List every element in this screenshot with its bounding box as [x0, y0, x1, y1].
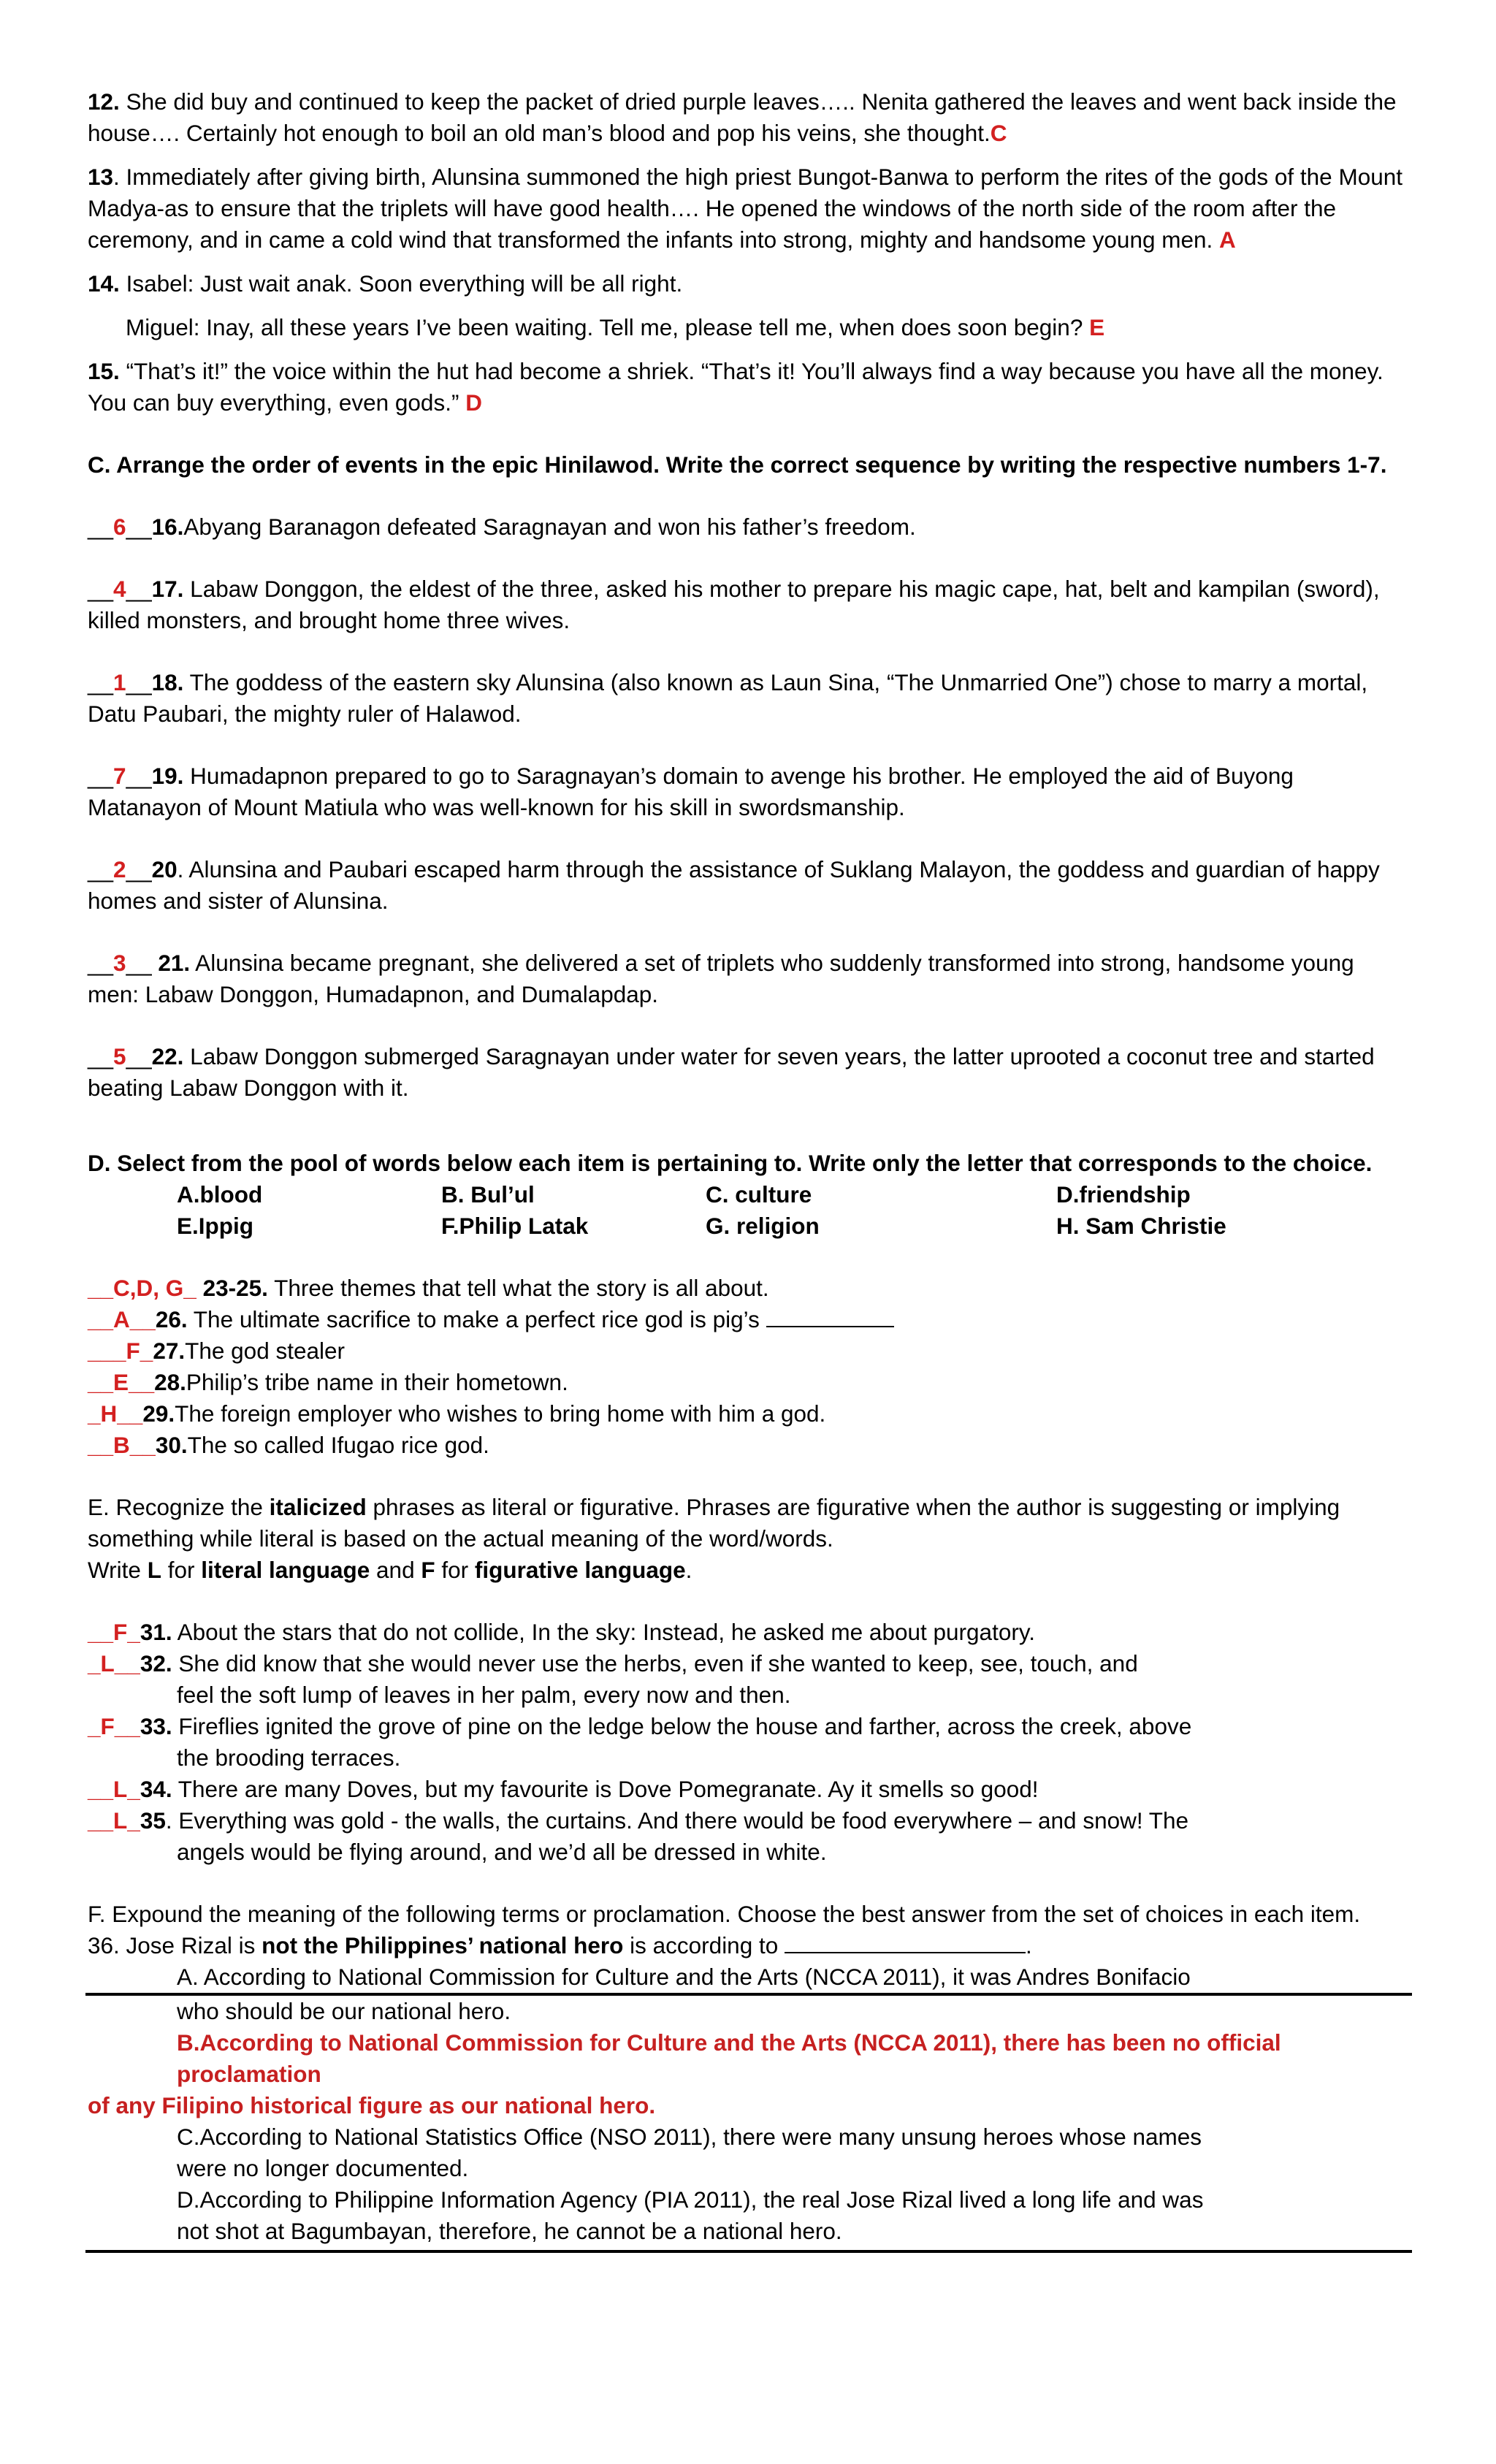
item-number: 19.	[151, 763, 184, 789]
item-number: 20	[151, 856, 178, 882]
answer-number: 6	[113, 514, 126, 540]
worksheet-page	[88, 86, 1408, 2253]
answer-letter: _L__	[88, 1650, 140, 1677]
item-number: 12.	[88, 88, 120, 115]
answer-blank: __	[126, 669, 152, 695]
option-b-line-1: B.According to National Commission for Culture and the Arts (NCCA 2011), there has been no official proclamation	[177, 2029, 1281, 2087]
item-28	[88, 1367, 1408, 1398]
instruction-text: for	[161, 1557, 202, 1583]
answer-blank: __	[126, 950, 159, 976]
instruction-emphasis: figurative language	[474, 1557, 686, 1583]
item-text: Miguel: Inay, all these years I’ve been waiting. Tell me, please tell me, when does soon begin?	[126, 314, 1090, 340]
option-b-line-2: of any Filipino historical figure as our national hero.	[88, 2092, 656, 2118]
answer-blank: __	[88, 1043, 114, 1069]
item-30	[88, 1430, 1408, 1461]
answer-letter: ___F_	[88, 1338, 153, 1364]
item-27	[88, 1335, 1408, 1367]
item-33-cont: the brooding terraces.	[177, 1744, 401, 1771]
intro-emphasis: italicized	[269, 1494, 367, 1520]
item-22	[88, 1041, 1408, 1104]
fill-in-line	[785, 1933, 1026, 1953]
item-number: 35	[140, 1807, 166, 1834]
choice-g: G. religion	[706, 1213, 820, 1239]
section-f-intro: F. Expound the meaning of the following terms or proclamation. Choose the best answer from the set of choices in each item.	[88, 1901, 1361, 1927]
item-text: The so called Ifugao rice god.	[187, 1432, 489, 1458]
answer-blank: __	[88, 950, 114, 976]
answer-letter: __L_	[88, 1807, 140, 1834]
option-d-line-1: D.According to Philippine Information Agency (PIA 2011), the real Jose Rizal lived a long life and was	[177, 2186, 1204, 2213]
instruction-emphasis: F	[421, 1557, 435, 1583]
divider-line	[85, 2250, 1412, 2253]
instruction-text: Write	[88, 1557, 148, 1583]
item-number: 26.	[155, 1306, 188, 1332]
section-e-items	[88, 1617, 1408, 1868]
item-17	[88, 573, 1408, 636]
item-36-question	[88, 1930, 1408, 1961]
item-text: She did know that she would never use the herbs, even if she wanted to keep, see, touch, and	[172, 1650, 1138, 1677]
item-text: There are many Doves, but my favourite is Dove Pomegranate. Ay it smells so good!	[172, 1776, 1039, 1802]
item-text: The god stealer	[185, 1338, 346, 1364]
answer-blank: __	[126, 514, 152, 540]
item-number: 31.	[140, 1619, 172, 1645]
question-text: 36. Jose Rizal is	[88, 1932, 262, 1958]
answer-number: 7	[113, 763, 126, 789]
answer-blank: __	[126, 1043, 152, 1069]
choice-h: H. Sam Christie	[1056, 1213, 1226, 1239]
item-32	[88, 1648, 1408, 1679]
item-26	[88, 1304, 1408, 1335]
answer-blank: __	[88, 856, 114, 882]
answer-letter: __B__	[88, 1432, 156, 1458]
item-text: Abyang Baranagon defeated Saragnayan and won his father’s freedom.	[183, 514, 916, 540]
option-a-line-2: who should be our national hero.	[177, 1998, 511, 2024]
choice-d: D.friendship	[1056, 1181, 1191, 1208]
instruction-emphasis: literal language	[201, 1557, 370, 1583]
answer-blank: __	[88, 514, 114, 540]
item-19	[88, 760, 1408, 823]
intro-text: E. Recognize the	[88, 1494, 270, 1520]
item-29	[88, 1398, 1408, 1430]
answer-blank: __	[88, 763, 114, 789]
item-text: Isabel: Just wait anak. Soon everything will be all right.	[126, 270, 683, 297]
section-b-items	[88, 86, 1408, 419]
answer-blank: __	[126, 576, 152, 602]
section-c-heading: C. Arrange the order of events in the epic Hinilawod. Write the correct sequence by writing the respective numbers 1-7.	[88, 451, 1387, 478]
item-number: 30.	[155, 1432, 188, 1458]
option-d-line-2: not shot at Bagumbayan, therefore, he cannot be a national hero.	[177, 2218, 842, 2244]
item-text: Labaw Donggon submerged Saragnayan under water for seven years, the latter uprooted a coconut tree and started beating Labaw Donggon with it.	[88, 1043, 1375, 1101]
answer-blank: __	[126, 763, 152, 789]
choice-c: C. culture	[706, 1181, 812, 1208]
item-text: . Alunsina and Paubari escaped harm through the assistance of Suklang Malayon, the goddess and guardian of happy homes and sister of Alunsina.	[88, 856, 1380, 914]
item-text: Labaw Donggon, the eldest of the three, asked his mother to prepare his magic cape, hat, belt and kampilan (sword), killed monsters, and brought home three wives.	[88, 576, 1380, 633]
answer-blank: __	[88, 576, 114, 602]
question-emphasis: not the Philippines’ national hero	[262, 1932, 624, 1958]
item-number: 28.	[154, 1369, 186, 1395]
choice-f: F.Philip Latak	[441, 1213, 589, 1239]
answer-number: 1	[113, 669, 126, 695]
intro-text: phrases as literal or figurative. Phrases are figurative when the author is suggesting or implying something while literal is based on the actual meaning of the word/words.	[88, 1494, 1340, 1552]
answer-letter: __L_	[88, 1776, 140, 1802]
item-35-cont: angels would be flying around, and we’d all be dressed in white.	[177, 1839, 827, 1865]
item-text: “That’s it!” the voice within the hut had become a shriek. “That’s it! You’ll always find a way because you have all the money. You can buy everything, even gods.”	[88, 358, 1384, 416]
answer-letter: __C,D, G_	[88, 1275, 196, 1301]
answer-letter: C	[990, 120, 1007, 146]
answer-letter: _F__	[88, 1713, 140, 1739]
item-text: The ultimate sacrifice to make a perfect rice god is pig’s	[187, 1306, 766, 1332]
item-number: 23-25.	[196, 1275, 268, 1301]
item-number: 32.	[140, 1650, 172, 1677]
instruction-text: and	[370, 1557, 421, 1583]
choice-e: E.Ippig	[177, 1213, 253, 1239]
item-text: Fireflies ignited the grove of pine on the ledge below the house and farther, across the creek, above	[172, 1713, 1192, 1739]
item-text: About the stars that do not collide, In the sky: Instead, he asked me about purgatory.	[172, 1619, 1035, 1645]
answer-number: 4	[113, 576, 126, 602]
option-a-line-1: A. According to National Commission for Culture and the Arts (NCCA 2011), it was Andres Bonifacio	[177, 1964, 1191, 1990]
instruction-emphasis: L	[147, 1557, 161, 1583]
question-text: .	[1026, 1932, 1032, 1958]
item-text: The goddess of the eastern sky Alunsina (also known as Laun Sina, “The Unmarried One”) chose to marry a mortal, Datu Paubari, the mighty ruler of Halawod.	[88, 669, 1368, 727]
item-18	[88, 667, 1408, 730]
answer-letter: __E__	[88, 1369, 155, 1395]
item-number: 34.	[140, 1776, 172, 1802]
item-33	[88, 1711, 1408, 1742]
option-c-line-2: were no longer documented.	[177, 2155, 469, 2181]
item-number: 22.	[151, 1043, 184, 1069]
section-d-items	[88, 1273, 1408, 1461]
item-text: The foreign employer who wishes to bring home with him a god.	[175, 1400, 826, 1427]
answer-number: 2	[113, 856, 126, 882]
item-35	[88, 1805, 1408, 1836]
answer-letter: E	[1089, 314, 1105, 340]
word-pool	[88, 1179, 1408, 1242]
answer-blank: __	[126, 856, 152, 882]
item-number: 13	[88, 164, 114, 190]
item-number: 29.	[142, 1400, 175, 1427]
item-text: She did buy and continued to keep the packet of dried purple leaves….. Nenita gathered the leaves and went back inside the house…. Certainly hot enough to boil an old man’s blood and pop his veins, she thought.	[88, 88, 1397, 146]
choice-a: A.blood	[177, 1181, 263, 1208]
answer-number: 3	[113, 950, 126, 976]
item-34	[88, 1774, 1408, 1805]
answer-letter: _H__	[88, 1400, 143, 1427]
item-text: . Immediately after giving birth, Alunsina summoned the high priest Bungot-Banwa to perform the rites of the gods of the Mount Madya-as to ensure that the triplets will have good health…. He opened the windows of the north side of the room after the ceremony, and in came a cold wind that transformed the infants into strong, mighty and handsome young men.	[88, 164, 1403, 253]
choice-b: B. Bul’ul	[441, 1181, 535, 1208]
item-13	[88, 161, 1408, 256]
item-16	[88, 511, 1408, 543]
item-number: 14.	[88, 270, 120, 297]
item-text: Humadapnon prepared to go to Saragnayan’s domain to avenge his brother. He employed the aid of Buyong Matanayon of Mount Matiula who was well-known for his skill in swordsmanship.	[88, 763, 1294, 820]
answer-letter: A	[1219, 226, 1236, 253]
item-23-25	[88, 1273, 1408, 1304]
item-number: 15.	[88, 358, 120, 384]
instruction-text: .	[685, 1557, 692, 1583]
item-number: 17.	[151, 576, 184, 602]
item-15	[88, 356, 1408, 419]
item-number: 33.	[140, 1713, 172, 1739]
answer-letter: __F_	[88, 1619, 140, 1645]
section-e-intro	[88, 1492, 1408, 1555]
answer-letter: __A__	[88, 1306, 156, 1332]
answer-blank: __	[88, 669, 114, 695]
item-20	[88, 854, 1408, 917]
option-c-line-1: C.According to National Statistics Office (NSO 2011), there were many unsung heroes whose names	[177, 2124, 1202, 2150]
instruction-text: for	[435, 1557, 475, 1583]
item-text: Alunsina became pregnant, she delivered a set of triplets who suddenly transformed into strong, handsome young men: Labaw Donggon, Humadapnon, and Dumalapdap.	[88, 950, 1354, 1007]
item-21	[88, 947, 1408, 1010]
item-14-line-1	[88, 268, 1408, 300]
item-14-line-2	[88, 312, 1408, 343]
item-number: 27.	[153, 1338, 186, 1364]
item-31	[88, 1617, 1408, 1648]
item-text: . Everything was gold - the walls, the curtains. And there would be food everywhere – and snow! The	[165, 1807, 1189, 1834]
item-number: 16.	[151, 514, 184, 540]
item-text: Philip’s tribe name in their hometown.	[186, 1369, 568, 1395]
answer-letter: D	[465, 389, 482, 416]
section-d-heading: D. Select from the pool of words below each item is pertaining to. Write only the letter that corresponds to the choice.	[88, 1150, 1373, 1176]
item-number: 21.	[158, 950, 191, 976]
question-text: is according to	[623, 1932, 785, 1958]
item-number: 18.	[151, 669, 184, 695]
item-12	[88, 86, 1408, 149]
item-32-cont: feel the soft lump of leaves in her palm, every now and then.	[177, 1682, 791, 1708]
section-e-instruction	[88, 1555, 1408, 1586]
answer-number: 5	[113, 1043, 126, 1069]
item-text: Three themes that tell what the story is all about.	[267, 1275, 769, 1301]
fill-in-line	[766, 1307, 894, 1327]
